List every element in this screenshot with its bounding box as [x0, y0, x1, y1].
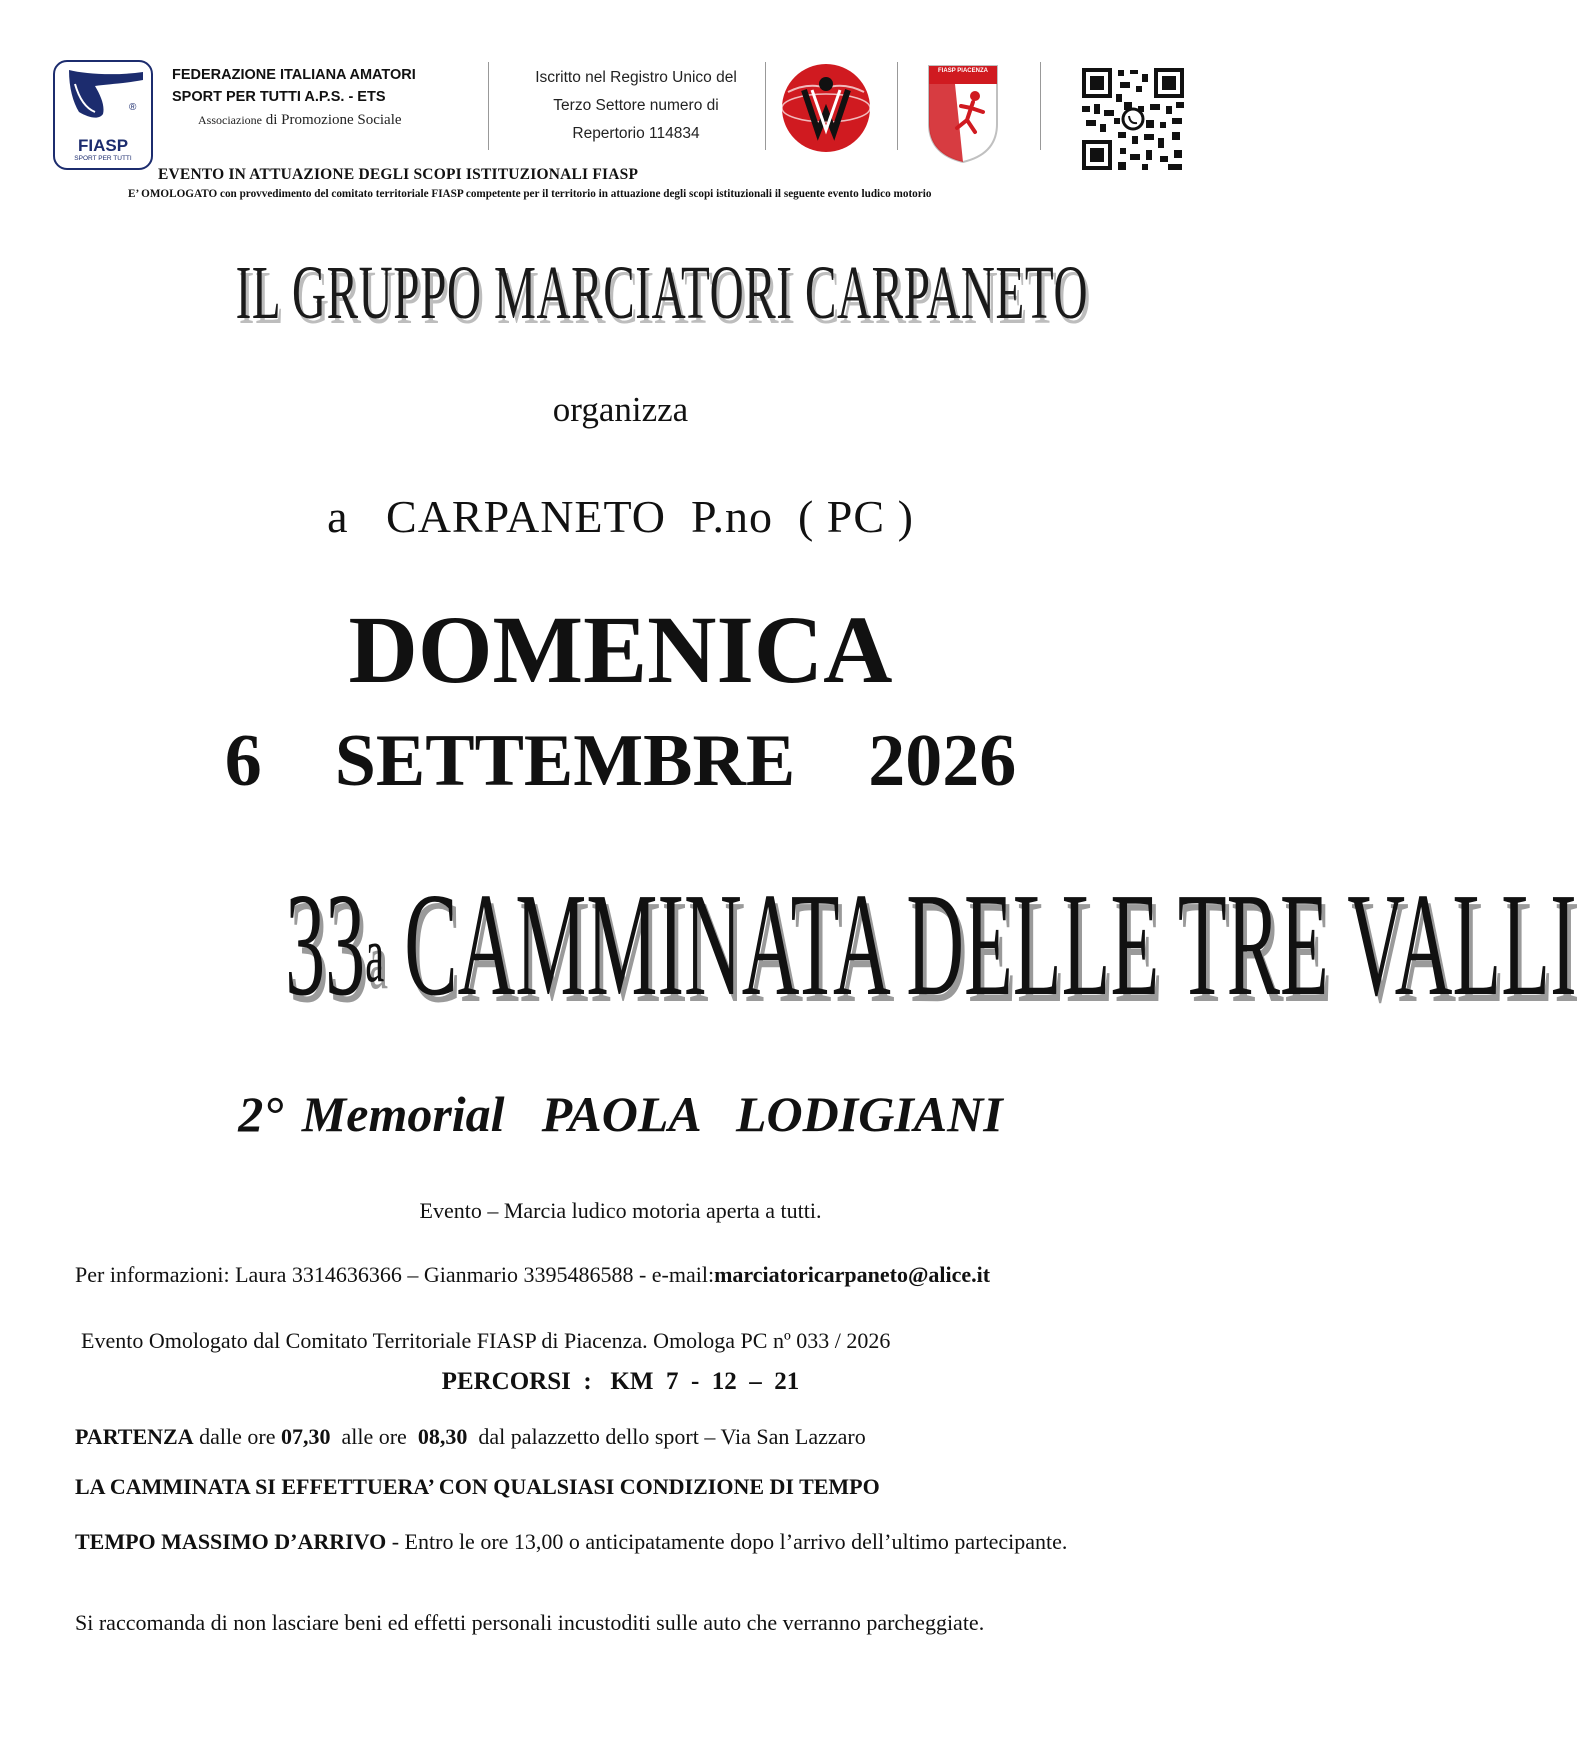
header-divider-3	[897, 62, 898, 150]
max-time-text: - Entro le ore 13,00 o anticipatamente dopo l’arrivo dell’ultimo partecipante.	[386, 1529, 1068, 1554]
departure-info	[75, 1424, 866, 1450]
departure-text-3: dal palazzetto dello sport – Via San Lazzaro	[467, 1424, 866, 1449]
registry-line-2: Terzo Settore numero di	[553, 97, 719, 114]
omologato-prefix: E’ OMOLOGATO	[128, 188, 218, 200]
header-divider-4	[1040, 62, 1041, 150]
contact-email[interactable]: marciatoricarpaneto@alice.it	[714, 1262, 991, 1287]
event-name: CAMMINATA DELLE TRE VALLI	[384, 863, 1577, 1027]
omologato-notice	[128, 188, 931, 200]
qr-code-icon	[1080, 66, 1186, 172]
departure-time-start: 07,30	[280, 1424, 331, 1449]
event-date: 6 SETTEMBRE 2026	[224, 720, 1017, 802]
badge-text: FIASP PIACENZA	[938, 68, 988, 74]
event-title	[285, 860, 1577, 1030]
event-description: Evento – Marcia ludico motoria aperta a tutti.	[419, 1198, 822, 1223]
recommendation-notice: Si raccomanda di non lasciare beni ed effetti personali incustoditi sulle auto che verranno parcheggiate.	[75, 1610, 985, 1635]
ivv-globe-icon	[778, 62, 874, 154]
departure-time-end: 08,30	[417, 1424, 468, 1449]
qr-code[interactable]	[1080, 66, 1186, 172]
omologato-text: con provvedimento del comitato territoriale FIASP competente per il territorio in attuazione degli scopi istituzionali il seguente evento ludico motorio	[217, 188, 932, 200]
runner-shield-icon	[925, 62, 1001, 164]
federation-name	[172, 64, 416, 108]
organizer-title: IL GRUPPO MARCIATORI CARPANETO	[235, 251, 1089, 335]
fiasp-logo-subtext: SPORT PER TUTTI	[74, 155, 132, 162]
federation-subtitle	[198, 112, 402, 129]
fiasp-logo-text: FIASP	[77, 136, 129, 155]
registered-mark: ®	[129, 102, 137, 113]
registry-line-1: Iscritto nel Registro Unico del	[535, 69, 737, 86]
departure-label: PARTENZA	[75, 1424, 194, 1449]
federation-sub-small: Associazione	[198, 113, 262, 127]
routes-info: PERCORSI : KM 7 - 12 – 21	[441, 1368, 800, 1395]
max-time-info	[75, 1524, 1155, 1560]
max-time-label: TEMPO MASSIMO D’ARRIVO	[75, 1529, 387, 1554]
memorial-subtitle: 2° Memorial PAOLA LODIGIANI	[238, 1086, 1003, 1142]
departure-text-2: alle ore	[330, 1424, 418, 1449]
organizza-label: organizza	[552, 390, 689, 429]
registry-line-3: Repertorio 114834	[572, 125, 700, 142]
omologa-info: Evento Omologato dal Comitato Territoriale FIASP di Piacenza. Omologa PC nº 033 / 2026	[81, 1328, 891, 1353]
federation-line-2: SPORT PER TUTTI A.P.S. - ETS	[172, 89, 386, 105]
departure-text-1: dalle ore	[193, 1424, 281, 1449]
event-heading: EVENTO IN ATTUAZIONE DEGLI SCOPI ISTITUZIONALI FIASP	[158, 166, 639, 183]
ivv-logo	[778, 62, 874, 154]
event-number: 33	[285, 863, 366, 1027]
header-divider-1	[488, 62, 489, 150]
fiasp-piacenza-badge	[925, 62, 1001, 164]
contact-text: Per informazioni: Laura 3314636366 – Gianmario 3395486588 - e-mail:	[75, 1262, 715, 1287]
weather-notice: LA CAMMINATA SI EFFETTUERA’ CON QUALSIASI CONDIZIONE DI TEMPO	[75, 1474, 880, 1499]
contact-info	[75, 1262, 990, 1288]
event-location: a CARPANETO P.no ( PC )	[327, 491, 914, 542]
event-day: DOMENICA	[348, 596, 893, 703]
event-ordinal: a	[365, 911, 385, 999]
fiasp-logo	[53, 60, 153, 170]
federation-sub-rest: di Promozione Sociale	[261, 112, 402, 128]
federation-line-1: FEDERAZIONE ITALIANA AMATORI	[172, 67, 416, 83]
header-divider-2	[765, 62, 766, 150]
registry-info	[500, 64, 772, 148]
